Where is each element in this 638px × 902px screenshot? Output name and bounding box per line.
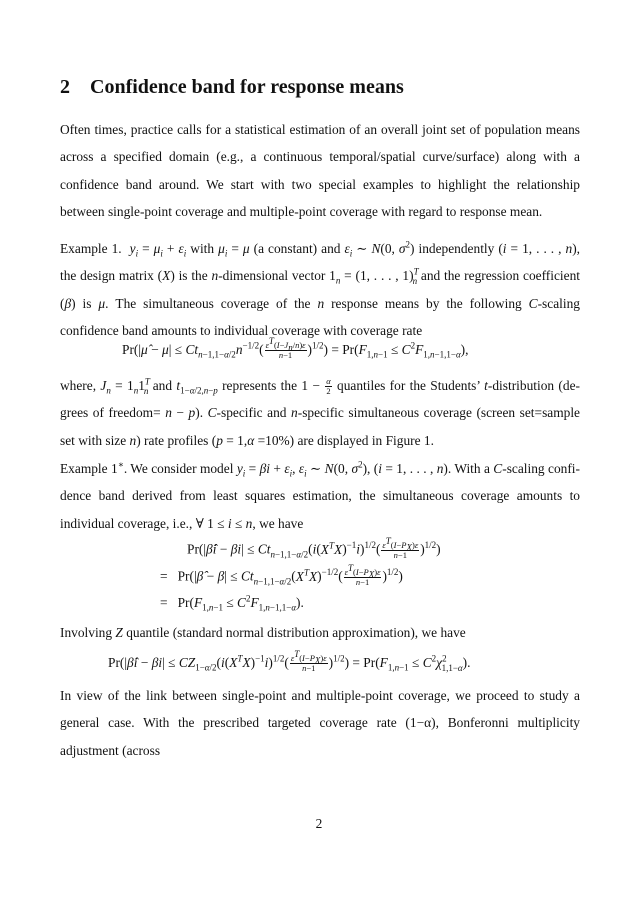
final-paragraph: In view of the link between single-point and multiple-point coverage, we proceed to study a general case. With the prescribed targeted coverage rate (1−α), Bonferonni multiplicity adjustment (across	[60, 688, 580, 758]
equation-1: Pr(|μ̂ − $\mu| \le Ct_{n-1,1-\alpha/2}n^{-1/2}$( $\frac{\varepsilon^T(I-J_n/n)\varepsilon}{n-1}$ )$^{1/2}) = Pr(F_{1,n-1} \le C^2F_{1,n-1,1-\alpha})$,	[122, 336, 469, 361]
section-heading	[60, 76, 404, 99]
equation-2-line-3: = $Pr(F_{1,n-1} \le C^2F_{1,n-1,1-\alpha})$.	[160, 593, 304, 613]
section-title: Confidence band for response means	[90, 76, 404, 98]
where-paragraph: where, $J_n = 1_n1^T_n$ and $t_{1-\alpha/2,n-p}$ represents the 1 − $\frac{\alpha}{2}$ quantiles for the Students’ t-distribution (de- grees of freedom= n − p). C-specific and n-specific simultaneous coverage (screen set=sample set with size n) rate profiles (p = 1,α =10%) are displayed in Figure 1.	[60, 376, 580, 448]
equation-3: Pr(|β̂i − $\beta i| \le CZ_{1-\alpha/2}(i(X^TX)^{-1}i)^{1/2}$( $\frac{\varepsilon^T(I-P_X)\varepsilon}{n-1}$ )$^{1/2}) = Pr(F_{1,n-1} \le C^2\chi^2_{1,1-\alpha})$.	[108, 649, 471, 674]
intro-paragraph: Often times, practice calls for a statistical estimation of an overall joint set of population means across a specified domain (e.g., a continuous temporal/spatial curve/surface) along with a confidence band around. We start with two special examples to highlight the relationship between single-point coverage and multiple-point coverage with regard to response mean.	[60, 122, 580, 220]
involving-paragraph: Involving Z quantile (standard normal distribution approximation), we have	[60, 625, 466, 640]
example-1-paragraph: Example 1. $y_i = \mu_i + \varepsilon_i$ with $\mu_i = \mu$ (a constant) and $\varepsilon_i$ ∼ N(0, $\sigma^2$) independently (i = 1, . . . , n), the design matrix (X) is the n-dimensional vector $1_n = (1$, . . . , 1)$^T_n$ and the regression coefficient (β) is μ. The simultaneous coverage of the n response means by the following C-scaling confidence band amounts to individual coverage with coverage rate	[60, 239, 581, 339]
page-number: 2	[315, 816, 323, 831]
section-number: 2	[60, 76, 70, 98]
equation-2-line-2: = Pr(|β̂ − $\beta| \le Ct_{n-1,1-\alpha/2}(X^TX)^{-1/2}$( $\frac{\varepsilon^T(I-P_X)\varepsilon}{n-1}$ )$^{1/2}$)	[160, 563, 403, 587]
equation-2-line-1: Pr(|β̂i − $\beta i| \le Ct_{n-1,1-\alpha/2}(i(X^TX)^{-1}i)^{1/2}$( $\frac{\varepsilon^T(I-P_X)\varepsilon}{n-1}$ )$^{1/2}$)	[187, 536, 441, 560]
example-1-star-paragraph: Example 1∗. We consider model $y_i = \beta i + \varepsilon_i$, $\varepsilon_i$ ∼ N(0, $\sigma^2$), (i = 1, . . . , n). With a C-scaling confi- dence band derived from least squares estimation, the simultaneous coverage amounts to individual coverage, i.e., ∀ 1 ≤ i ≤ n, we have	[60, 459, 580, 531]
example-1-label: Example 1.	[60, 241, 122, 256]
